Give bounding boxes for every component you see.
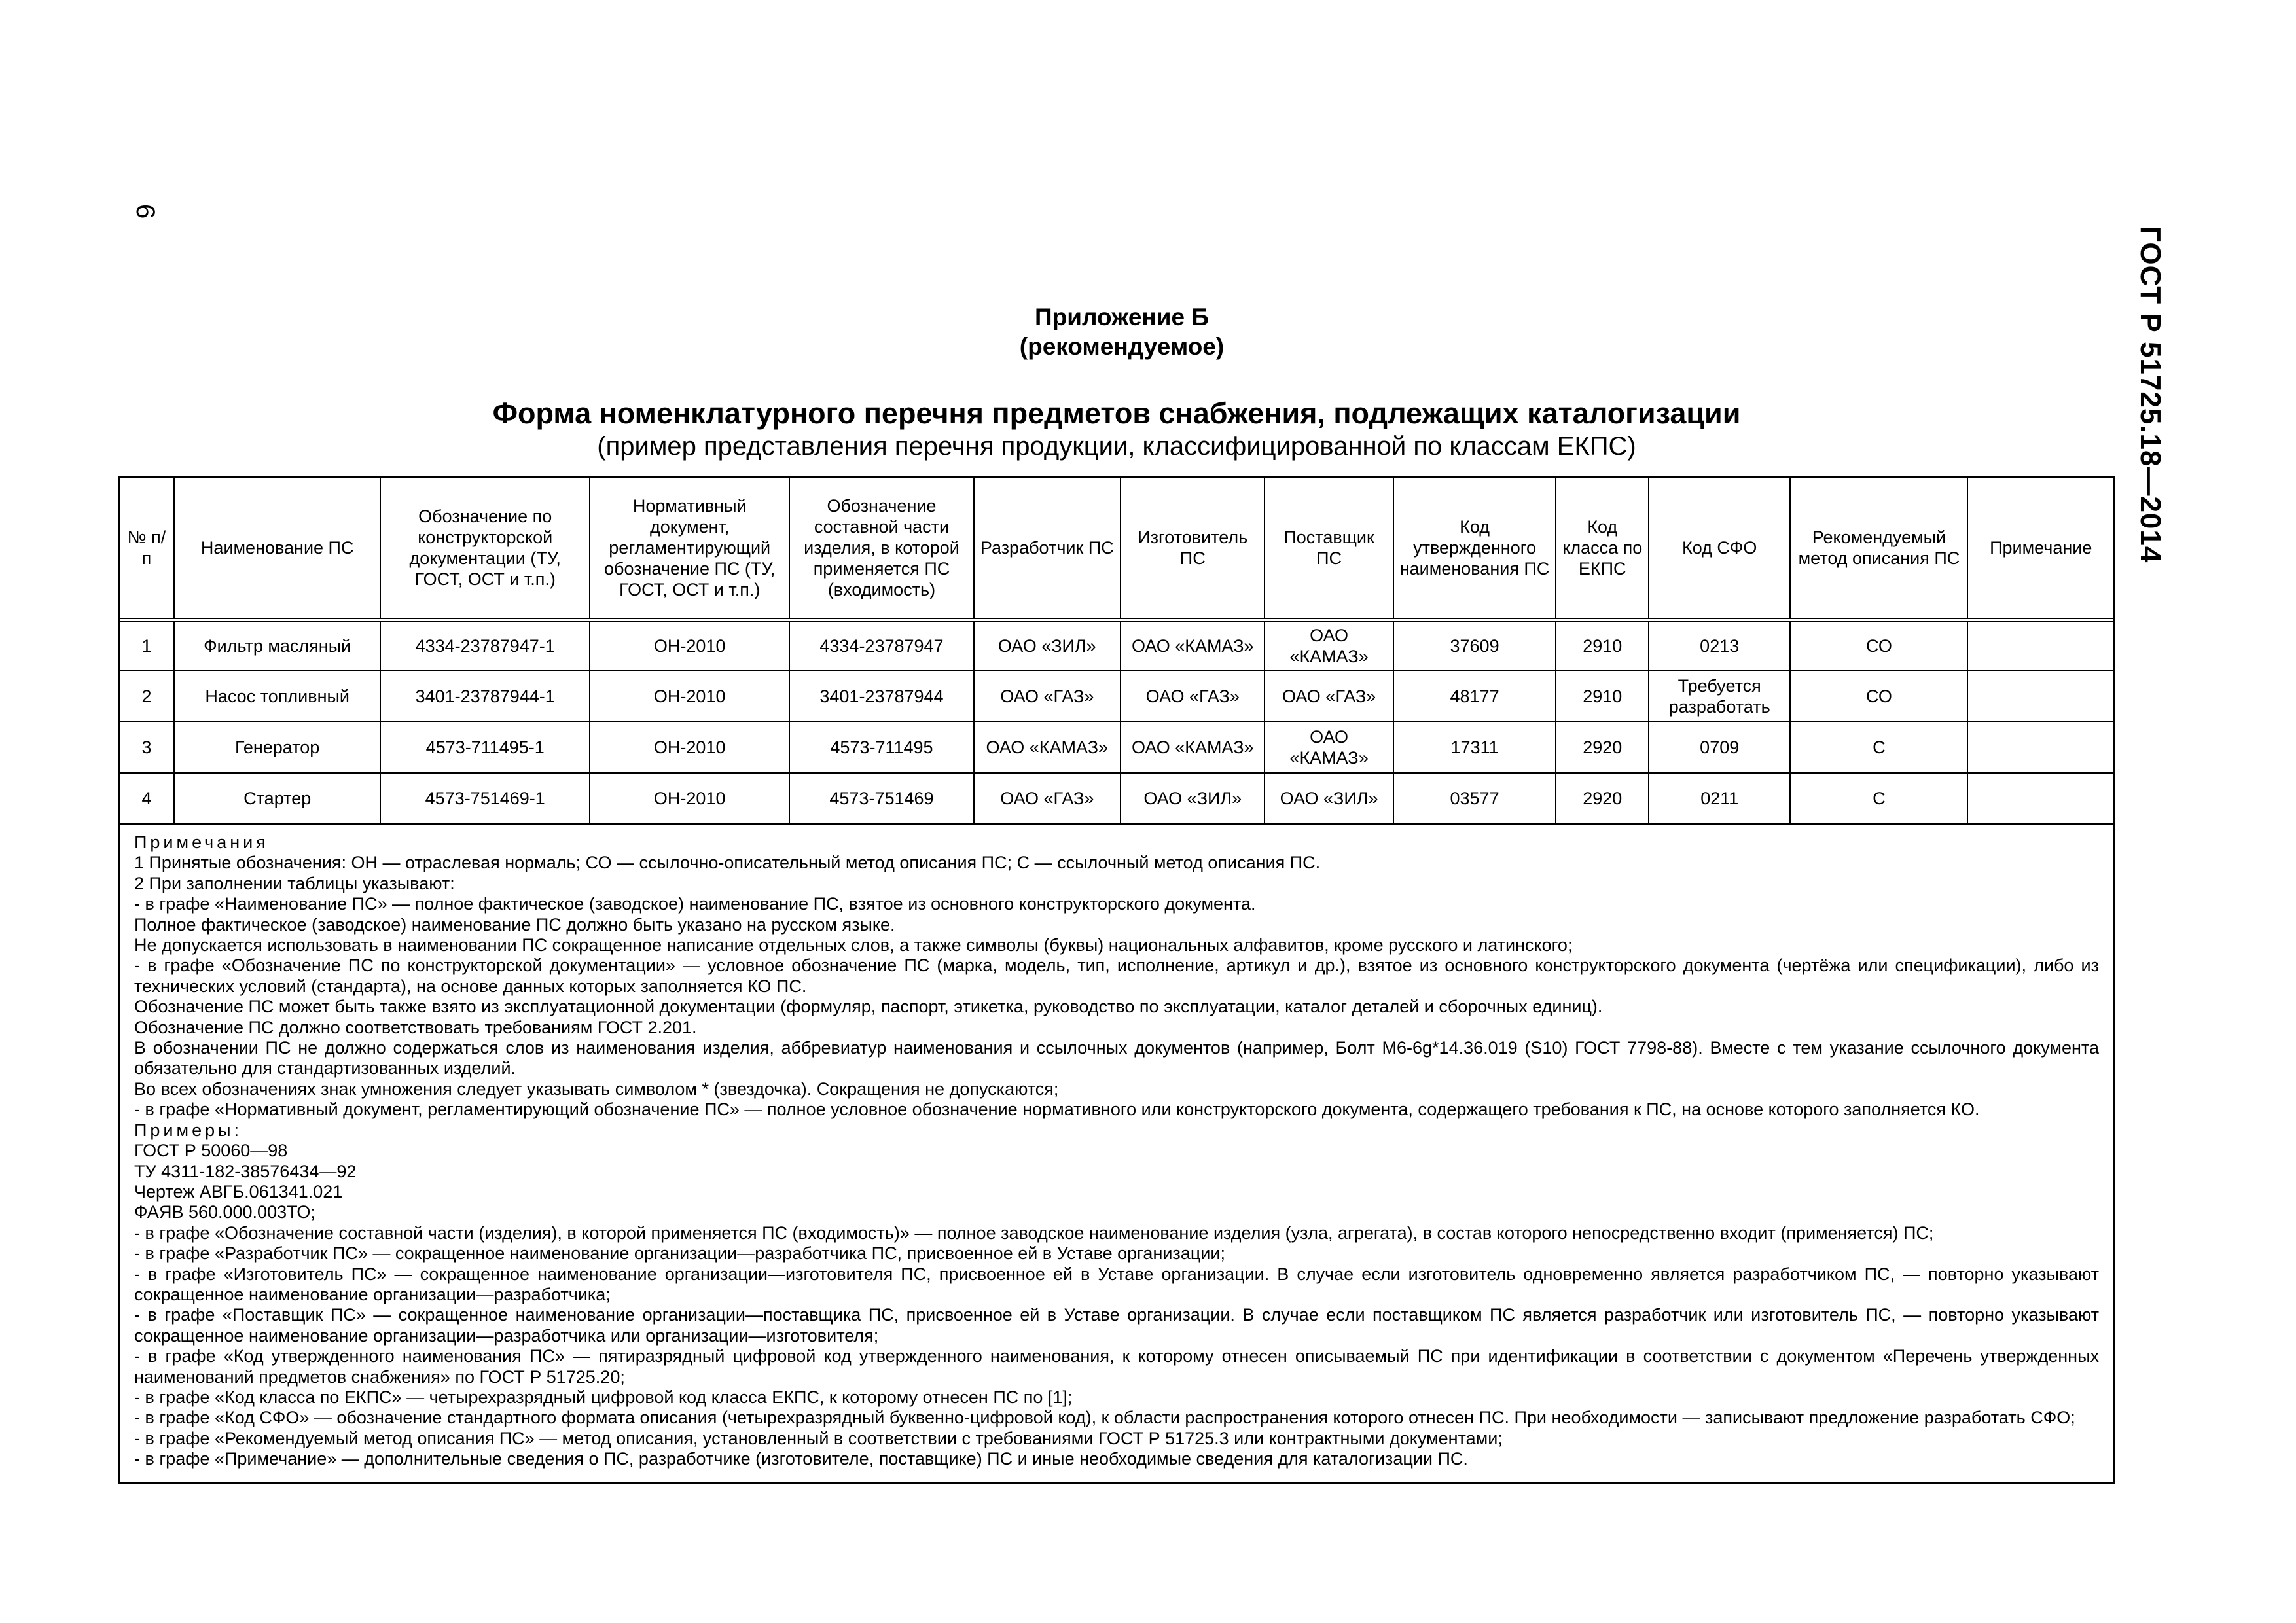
- notes-heading: Примечания: [134, 832, 269, 852]
- table-cell: 2910: [1556, 620, 1649, 671]
- table-cell: ОАО «ЗИЛ»: [1121, 773, 1265, 824]
- header-cell: № п/п: [120, 478, 174, 620]
- table-cell: 4573-751469-1: [380, 773, 590, 824]
- note-line: - в графе «Обозначение составной части (изделия), в которой применяется ПС (входимость)» — полное заводское наименование изделия (узла, агрегата), в состав которого непосредственно входит (применяется) ПС;: [134, 1222, 1934, 1243]
- table-cell: 3401-23787944: [789, 671, 973, 722]
- examples-heading: Примеры:: [134, 1120, 243, 1140]
- appendix-status: (рекомендуемое): [1019, 333, 1225, 360]
- table-cell: [1967, 722, 2113, 773]
- table-cell: Насос топливный: [174, 671, 381, 722]
- note-line: - в графе «Разработчик ПС» — сокращенное наименование организации—разработчика ПС, присвоенное ей в Уставе организации;: [134, 1243, 1225, 1264]
- table-cell: 4334-23787947: [789, 620, 973, 671]
- table-cell: ОАО «ГАЗ»: [1265, 671, 1393, 722]
- table-cell: 17311: [1393, 722, 1556, 773]
- table-cell: Генератор: [174, 722, 381, 773]
- appendix-title: Приложение Б: [1035, 304, 1209, 330]
- note-line: - в графе «Рекомендуемый метод описания ПС» — метод описания, установленный в соответствии с требованиями ГОСТ Р 51725.3 или контрактными документами;: [134, 1428, 1503, 1448]
- header-cell: Примечание: [1967, 478, 2113, 620]
- table-cell: 2910: [1556, 671, 1649, 722]
- table-cell: ОАО «КАМАЗ»: [1121, 620, 1265, 671]
- table-cell: ОН-2010: [590, 722, 789, 773]
- table-cell: 4573-711495: [789, 722, 973, 773]
- table-row: [120, 620, 2113, 671]
- note-line: - в графе «Нормативный документ, регламентирующий обозначение ПС» — полное условное обозначение нормативного или конструкторского документа, содержащего требования к ПС, на основе которого заполняется КО.: [134, 1099, 1980, 1120]
- table-cell: ОН-2010: [590, 773, 789, 824]
- table-cell: 48177: [1393, 671, 1556, 722]
- form-subtitle: (пример представления перечня продукции, классифицированной по классам ЕКПС): [597, 432, 1636, 461]
- nomenclature-form: [118, 476, 2115, 1484]
- table-row: [120, 773, 2113, 824]
- table-cell: ОАО «ГАЗ»: [974, 773, 1121, 824]
- note-line: ТУ 4311-182-38576434—92: [134, 1161, 357, 1181]
- table-cell: 4573-711495-1: [380, 722, 590, 773]
- note-line: - в графе «Обозначение ПС по конструкторской документации» — условное обозначение ПС (марка, модель, тип, исполнение, артикул и др.), взятое из основного конструкторского документа (чертёжа или спецификации), либо из технических условий (стандарта), на основе данных которых заполняется КО ПС.: [134, 955, 2099, 996]
- header-cell: Рекомендуемый метод описания ПС: [1790, 478, 1967, 620]
- header-cell: Изготовитель ПС: [1121, 478, 1265, 620]
- standard-designation: ГОСТ Р 51725.18—2014: [2134, 226, 2166, 563]
- table-cell: ОАО «ГАЗ»: [1121, 671, 1265, 722]
- note-line: Не допускается использовать в наименовании ПС сокращенное написание отдельных слов, а также символы (буквы) национальных алфавитов, кроме русского и латинского;: [134, 935, 1573, 955]
- header-cell: Нормативный документ, регламентирующий обозначение ПС (ТУ, ГОСТ, ОСТ и т.п.): [590, 478, 789, 620]
- table-cell: СО: [1790, 671, 1967, 722]
- header-cell: Код СФО: [1649, 478, 1790, 620]
- table-cell: 4573-751469: [789, 773, 973, 824]
- table-cell: ОАО «КАМАЗ»: [974, 722, 1121, 773]
- table-cell: ОН-2010: [590, 671, 789, 722]
- header-cell: Код утвержденного наименования ПС: [1393, 478, 1556, 620]
- table-cell: ОН-2010: [590, 620, 789, 671]
- table-cell: 2920: [1556, 773, 1649, 824]
- table-cell: 03577: [1393, 773, 1556, 824]
- header-cell: Код класса по ЕКПС: [1556, 478, 1649, 620]
- note-line: Во всех обозначениях знак умножения следует указывать символом * (звездочка). Сокращения не допускаются;: [134, 1079, 1059, 1099]
- note-line: В обозначении ПС не должно содержаться слов из наименования изделия, аббревиатур наименования и ссылочных документов (например, Болт М6-6g*14.36.019 (S10) ГОСТ 7798-88). Вместе с тем указание ссылочного документа обязательно для стандартизованных изделий.: [134, 1038, 2099, 1079]
- note-line: 2 При заполнении таблицы указывают:: [134, 873, 455, 893]
- table-cell: 4: [120, 773, 174, 824]
- appendix-heading: [664, 302, 1580, 361]
- note-line: - в графе «Код класса по ЕКПС» — четырехразрядный цифровой код класса ЕКПС, к которому отнесен ПС по [1];: [134, 1387, 1073, 1407]
- notes-section: [120, 825, 2113, 1470]
- note-line: - в графе «Наименование ПС» — полное фактическое (заводское) наименование ПС, взятое из основного конструкторского документа.: [134, 894, 1256, 914]
- table-cell: Требуется разработать: [1649, 671, 1790, 722]
- header-cell: Обозначение по конструкторской документации (ТУ, ГОСТ, ОСТ и т.п.): [380, 478, 590, 620]
- table-row: [120, 722, 2113, 773]
- note-line: ФАЯВ 560.000.003ТО;: [134, 1202, 315, 1222]
- table-cell: [1967, 773, 2113, 824]
- table-cell: СО: [1790, 620, 1967, 671]
- note-line: Полное фактическое (заводское) наименование ПС должно быть указано на русском языке.: [134, 914, 895, 935]
- table-cell: Стартер: [174, 773, 381, 824]
- table-cell: [1967, 620, 2113, 671]
- note-line: Чертеж АВГБ.061341.021: [134, 1181, 343, 1202]
- note-line: Обозначение ПС может быть также взято из эксплуатационной документации (формуляр, паспорт, этикетка, руководство по эксплуатации, каталог деталей и сборочных единиц).: [134, 997, 1603, 1017]
- table-cell: Фильтр масляный: [174, 620, 381, 671]
- table-cell: 37609: [1393, 620, 1556, 671]
- table-cell: 2: [120, 671, 174, 722]
- table-row: [120, 671, 2113, 722]
- table-cell: ОАО «КАМАЗ»: [1265, 620, 1393, 671]
- note-line: - в графе «Код СФО» — обозначение стандартного формата описания (четырехразрядный буквенно-цифровой код), к области распространения которого отнесен ПС. При необходимости — записывают предложение разработать СФО;: [134, 1408, 2075, 1428]
- table-cell: [1967, 671, 2113, 722]
- header-cell: Обозначение составной части изделия, в которой применяется ПС (входимость): [789, 478, 973, 620]
- note-line: Обозначение ПС должно соответствовать требованиям ГОСТ 2.201.: [134, 1017, 697, 1037]
- header-cell: Поставщик ПС: [1265, 478, 1393, 620]
- note-line: 1 Принятые обозначения: ОН — отраслевая нормаль; СО — ссылочно-описательный метод описания ПС; С — ссылочный метод описания ПС.: [134, 853, 1321, 873]
- table-cell: 3401-23787944-1: [380, 671, 590, 722]
- table-cell: 4334-23787947-1: [380, 620, 590, 671]
- form-title: Форма номенклатурного перечня предметов снабжения, подлежащих каталогизации: [492, 397, 1741, 430]
- table-cell: 0213: [1649, 620, 1790, 671]
- table-cell: ОАО «КАМАЗ»: [1121, 722, 1265, 773]
- note-line: - в графе «Изготовитель ПС» — сокращенное наименование организации—изготовителя ПС, присвоенное ей в Уставе организации. В случае если изготовитель одновременно является разработчиком ПС, — повторно указывают сокращенное наименование организации—разработчика;: [134, 1264, 2099, 1304]
- page-number: 6: [131, 204, 160, 219]
- note-line: ГОСТ Р 50060—98: [134, 1141, 288, 1161]
- note-line: - в графе «Поставщик ПС» — сокращенное наименование организации—поставщика ПС, присвоенное ей в Уставе организации. В случае если поставщиком ПС является разработчик или изготовитель ПС, — повторно указывают сокращенное наименование организации—разработчика или организации—изготовителя;: [134, 1305, 2099, 1346]
- table-cell: С: [1790, 773, 1967, 824]
- table-cell: 0709: [1649, 722, 1790, 773]
- table-cell: ОАО «КАМАЗ»: [1265, 722, 1393, 773]
- table-cell: С: [1790, 722, 1967, 773]
- note-line: - в графе «Код утвержденного наименования ПС» — пятиразрядный цифровой код утвержденного наименования, к которому отнесен описываемый ПС при идентификации в соответствии с документом «Перечень утвержденных наименований предметов снабжения» по ГОСТ Р 51725.20;: [134, 1346, 2099, 1387]
- header-cell: Наименование ПС: [174, 478, 381, 620]
- header-cell: Разработчик ПС: [974, 478, 1121, 620]
- note-line: - в графе «Примечание» — дополнительные сведения о ПС, разработчике (изготовителе, поставщике) ПС и иные необходимые сведения для каталогизации ПС.: [134, 1449, 1468, 1469]
- table-cell: 0211: [1649, 773, 1790, 824]
- table-header-row: [120, 478, 2113, 620]
- nomenclature-table: [120, 478, 2113, 825]
- table-cell: ОАО «ЗИЛ»: [1265, 773, 1393, 824]
- table-cell: 3: [120, 722, 174, 773]
- table-cell: 1: [120, 620, 174, 671]
- table-cell: ОАО «ЗИЛ»: [974, 620, 1121, 671]
- table-cell: ОАО «ГАЗ»: [974, 671, 1121, 722]
- table-cell: 2920: [1556, 722, 1649, 773]
